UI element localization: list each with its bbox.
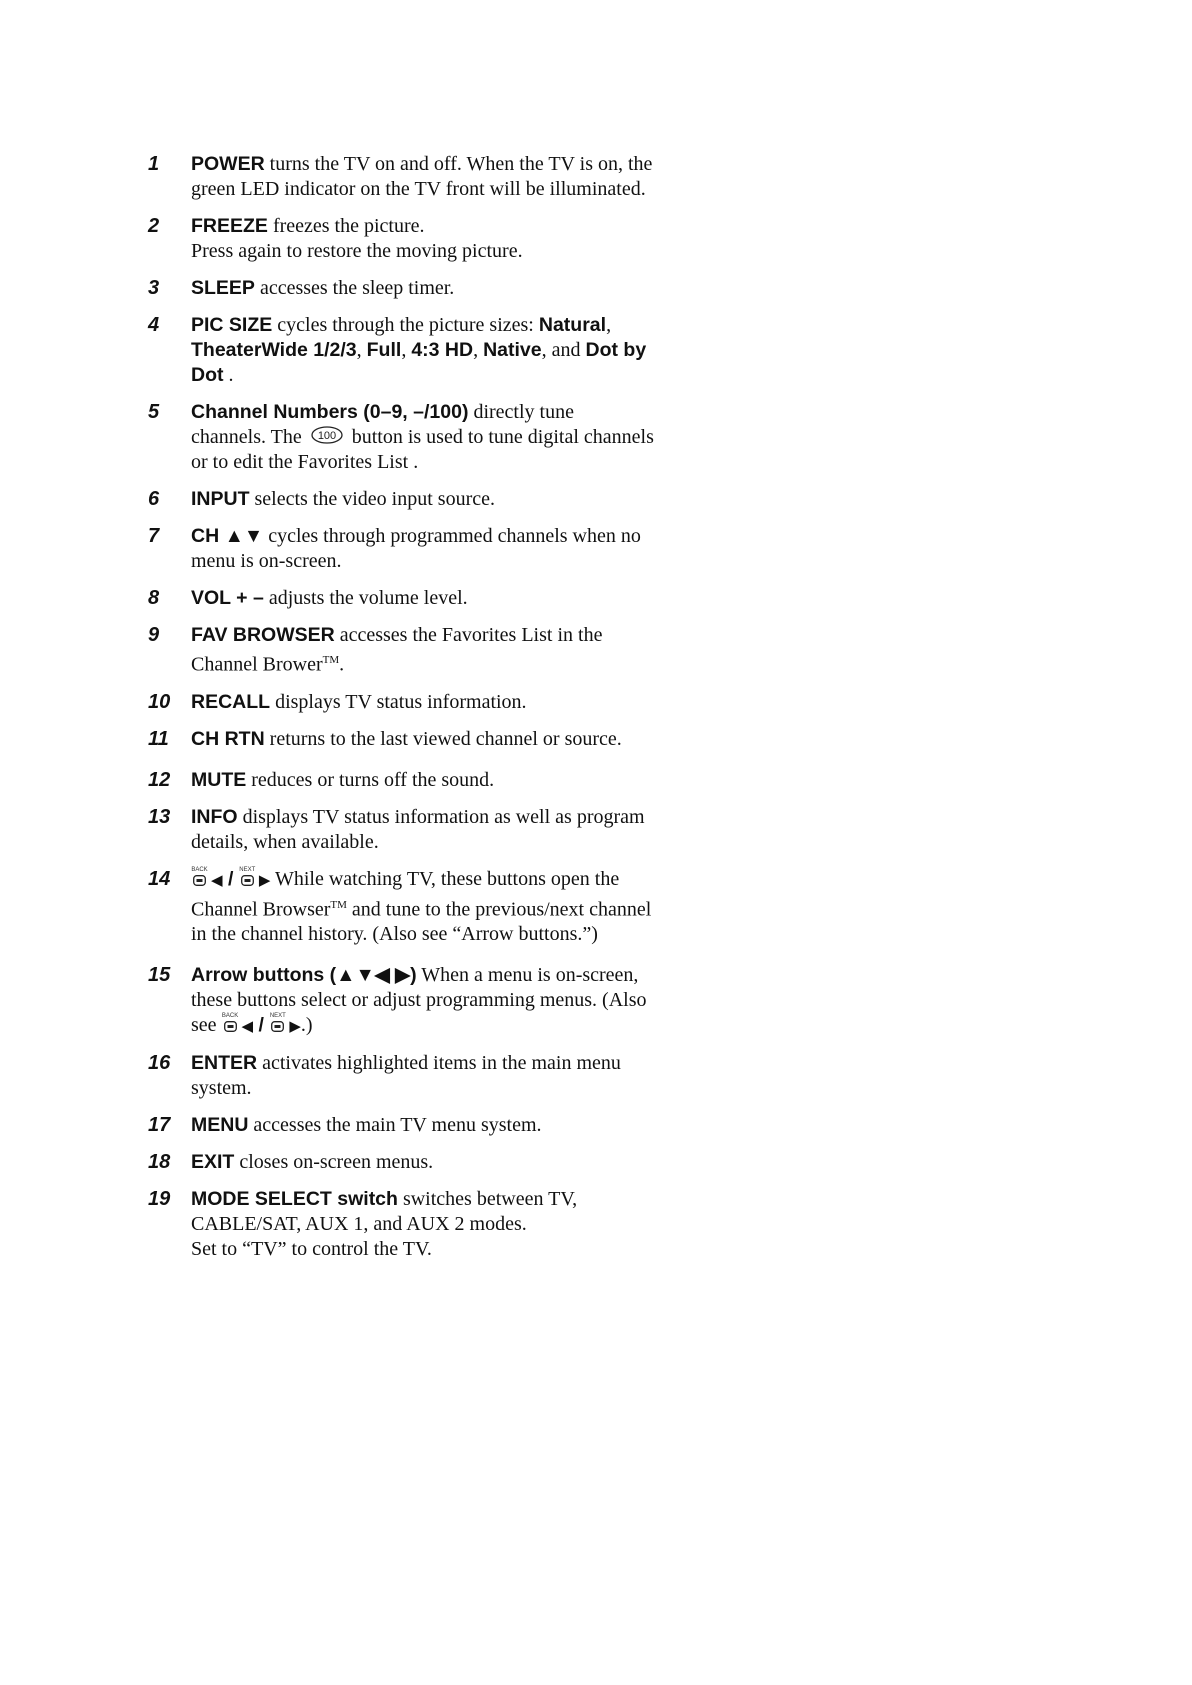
item-number: 10: [148, 690, 171, 713]
list-item-pic-size: 4 PIC SIZE cycles through the picture sizes: Natural, TheaterWide 1/2/3, Full, 4:3 HD, Native, and Dot by Dot .: [148, 314, 647, 386]
100-button-icon: [310, 425, 344, 445]
item-number: 17: [148, 1114, 171, 1137]
left-arrow-icon: ◀: [211, 870, 223, 889]
item-number: 16: [148, 1052, 171, 1075]
item-text: freezes the picture.: [267, 215, 425, 237]
item-text: accesses the sleep timer.: [254, 277, 455, 299]
item-number: 2: [148, 215, 160, 237]
item-number: 8: [148, 587, 160, 609]
list-item-ch: 7 CH ▲▼ cycles through programmed channels when no menu is on-screen.: [148, 525, 641, 572]
list-item-mute: 12 MUTE reduces or turns off the sound.: [148, 768, 495, 791]
list-item-fav-browser: 9 FAV BROWSER accesses the Favorites List in the Channel Brower™.: [148, 624, 603, 676]
item-key: FAV BROWSER: [191, 624, 335, 646]
item-number: 4: [148, 314, 160, 336]
item-text: green LED indicator on the TV front will be illuminated.: [191, 178, 646, 200]
item-key: MENU: [191, 1114, 249, 1137]
item-number: 6: [148, 488, 160, 510]
item-key: INFO: [191, 805, 238, 828]
list-item-menu: 17 MENU accesses the main TV menu system.: [148, 1114, 542, 1137]
trademark-mark: TM: [330, 898, 347, 911]
item-key: VOL + –: [191, 587, 264, 609]
item-key: RECALL: [191, 690, 271, 713]
item-key: PIC SIZE: [191, 314, 273, 336]
item-key: SLEEP: [191, 277, 255, 299]
remote-button-list: [148, 152, 728, 1274]
list-item-channel-numbers: 5 Channel Numbers (0–9, –/100) directly tune channels. The 100 button is used to tune digital channels or to edit the Favorites List .: [148, 400, 728, 475]
item-number: 14: [148, 867, 171, 890]
item-key: Arrow buttons (▲▼◀ ▶): [191, 964, 417, 987]
list-item-enter: 16 ENTER activates highlighted items in the main menu system.: [148, 1052, 621, 1100]
item-key: CH RTN: [191, 727, 265, 750]
item-number: 11: [148, 727, 169, 750]
list-item-input: 6 INPUT selects the video input source.: [148, 488, 495, 510]
item-text: turns the TV on and off. When the TV is on, the: [264, 153, 653, 175]
left-arrow-icon: ◀: [241, 1017, 254, 1036]
item-number: 19: [148, 1188, 171, 1211]
item-key: MUTE: [191, 768, 247, 791]
item-number: 12: [148, 768, 171, 791]
list-item-recall: 10 RECALL displays TV status information.: [148, 690, 527, 713]
right-arrow-icon: ▶: [289, 1017, 301, 1036]
item-number: 7: [148, 525, 160, 547]
svg-text:100: 100: [317, 430, 336, 442]
item-number: 18: [148, 1151, 171, 1174]
item-number: 15: [148, 964, 171, 987]
list-item-back-next: 14 BACK ◀ / NEXT ▶ While watching TV, these buttons open the Channel Browser™ and tune to the previous/next channel in the channel history. (Also see “Arrow buttons.”): [148, 866, 652, 946]
next-button-icon: NEXT: [269, 1013, 286, 1034]
item-number: 9: [148, 624, 160, 646]
list-item-exit: 18 EXIT closes on-screen menus.: [148, 1151, 434, 1174]
item-key: FREEZE: [191, 215, 268, 237]
next-button-icon: NEXT: [239, 867, 256, 888]
back-button-icon: BACK: [222, 1013, 239, 1034]
back-button-icon: BACK: [191, 867, 208, 888]
list-item-arrow-buttons: 15 Arrow buttons (▲▼◀ ▶) When a menu is on-screen, these buttons select or adjust programming menus. (Also see BACK ◀ / NEXT ▶.): [148, 964, 647, 1037]
item-key: MODE SELECT switch: [191, 1188, 398, 1211]
item-number: 5: [148, 401, 160, 423]
item-text: Press again to restore the moving picture.: [191, 240, 523, 262]
list-item-vol: 8 VOL + – adjusts the volume level.: [148, 587, 468, 609]
item-key: INPUT: [191, 488, 250, 510]
item-number: 13: [148, 805, 171, 828]
item-key: EXIT: [191, 1151, 235, 1174]
item-key: CH ▲▼: [191, 525, 264, 547]
item-key: Channel Numbers (0–9, –/100): [191, 401, 469, 423]
item-number: 3: [148, 277, 160, 299]
item-key: ENTER: [191, 1052, 258, 1075]
list-item-sleep: [148, 276, 728, 301]
list-item-freeze: [148, 214, 728, 264]
item-number: 1: [148, 153, 160, 175]
item-key: POWER: [191, 153, 265, 175]
list-item-ch-rtn: 11 CH RTN returns to the last viewed channel or source.: [148, 727, 622, 750]
list-item-mode-select: 19 MODE SELECT switch switches between TV, CABLE/SAT, AUX 1, and AUX 2 modes. Set to “TV” to control the TV.: [148, 1188, 578, 1261]
list-item-info: 13 INFO displays TV status information as well as program details, when available.: [148, 805, 645, 853]
trademark-mark: TM: [322, 654, 340, 666]
list-item-power: [148, 152, 728, 202]
right-arrow-icon: ▶: [258, 870, 271, 889]
item-text: or to edit the Favorites List .: [191, 451, 419, 473]
